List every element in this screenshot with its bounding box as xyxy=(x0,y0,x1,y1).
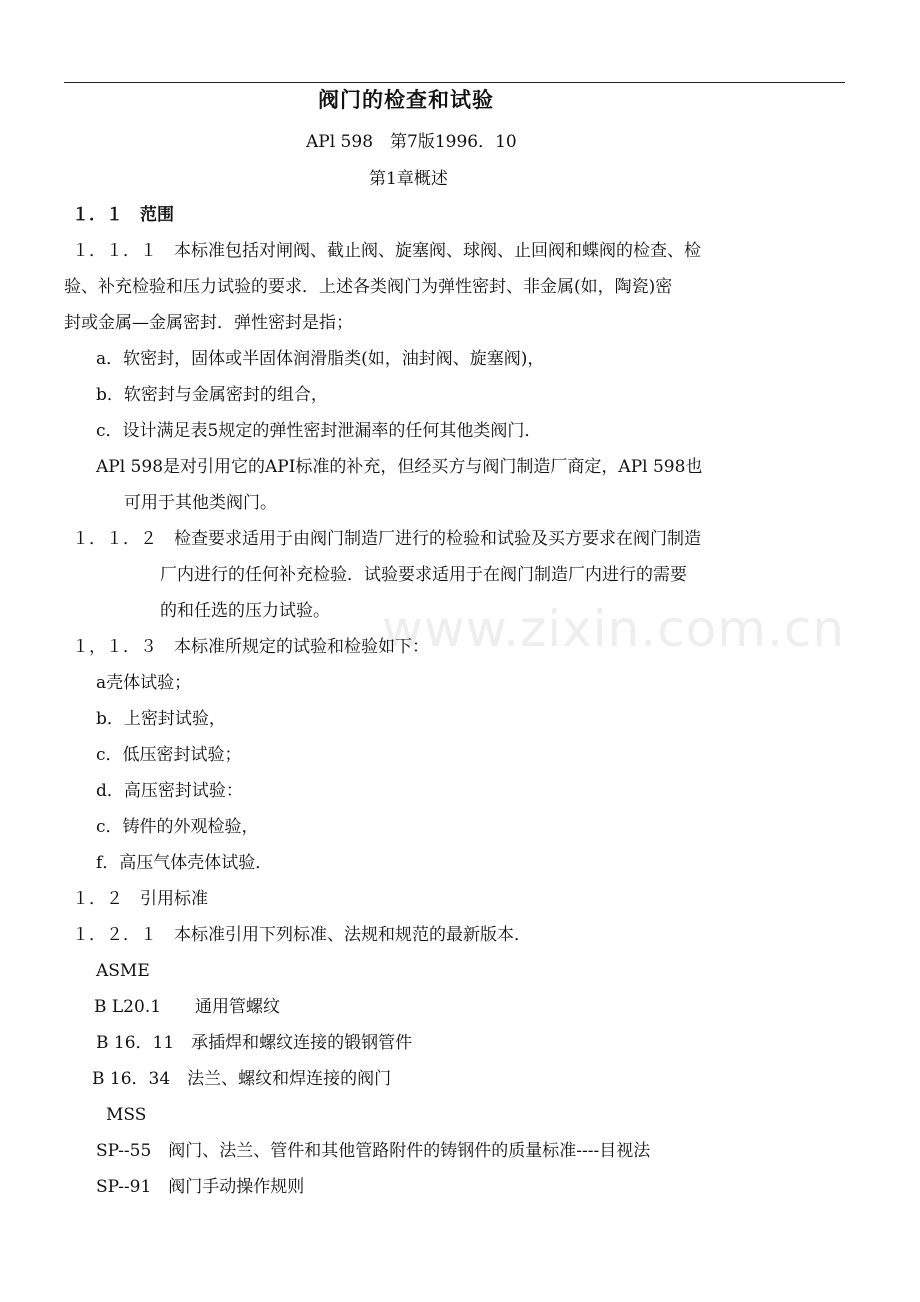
watermark: www.zixin.com.cn xyxy=(382,600,846,658)
paragraph-line: 的和任选的压力试验。 xyxy=(160,601,330,621)
paragraph-line: １．２．１ 本标准引用下列标准、法规和规范的最新版本． xyxy=(72,925,531,945)
standard-entry: SP--55 阀门、法兰、管件和其他管路附件的铸钢件的质量标准----目视法 xyxy=(96,1141,651,1161)
section-heading: １．２ 引用标准 xyxy=(72,889,208,909)
list-item: c．铸件的外观检验， xyxy=(96,817,259,837)
standard-entry: B L20.1 通用管螺纹 xyxy=(94,997,281,1017)
standard-entry: B 16．34 法兰、螺纹和焊连接的阀门 xyxy=(92,1069,392,1089)
paragraph-line: 验、补充检验和压力试验的要求．上述各类阀门为弹性密封、非金属(如，陶瓷)密 xyxy=(64,277,673,297)
paragraph-line: 封或金属—金属密封．弹性密封是指； xyxy=(64,313,353,333)
standard-org: MSS xyxy=(106,1105,147,1125)
list-item: b．软密封与金属密封的组合， xyxy=(96,385,328,405)
list-item: f．高压气体壳体试验． xyxy=(96,853,273,873)
paragraph-line: １，１．３ 本标准所规定的试验和检验如下： xyxy=(72,637,429,657)
paragraph-line: APl 598是对引用它的API标准的补充，但经买方与阀门制造厂商定，APl 598也 xyxy=(96,457,703,477)
list-item: a．软密封，固体或半固体润滑脂类(如，油封阀、旋塞阀)， xyxy=(96,349,545,369)
standard-entry: B 16．11 承插焊和螺纹连接的锻钢管件 xyxy=(96,1033,413,1053)
paragraph-line: １．１．１ 本标准包括对闸阀、截止阀、旋塞阀、球阀、止回阀和蝶阀的检查、检 xyxy=(72,241,701,261)
list-item: c．设计满足表5规定的弹性密封泄漏率的任何其他类阀门． xyxy=(96,421,542,441)
paragraph-line: 厂内进行的任何补充检验．试验要求适用于在阀门制造厂内进行的需要 xyxy=(160,565,687,585)
document-title: 阀门的检查和试验 xyxy=(318,87,494,112)
document-subtitle: APl 598 第7版1996．10 xyxy=(306,132,517,152)
list-item: d．高压密封试验： xyxy=(96,781,243,801)
list-item: b．上密封试验， xyxy=(96,709,226,729)
section-heading: １．１ 范围 xyxy=(72,205,174,225)
chapter-heading: 第1章概述 xyxy=(369,169,448,189)
standard-entry: SP--91 阀门手动操作规则 xyxy=(96,1177,305,1197)
list-item: a壳体试验； xyxy=(96,673,192,693)
paragraph-line: 可用于其他类阀门。 xyxy=(124,493,277,513)
standard-org: ASME xyxy=(96,961,150,981)
header-rule xyxy=(64,82,845,83)
paragraph-line: １．１．２ 检查要求适用于由阀门制造厂进行的检验和试验及买方要求在阀门制造 xyxy=(72,529,701,549)
list-item: c．低压密封试验； xyxy=(96,745,242,765)
